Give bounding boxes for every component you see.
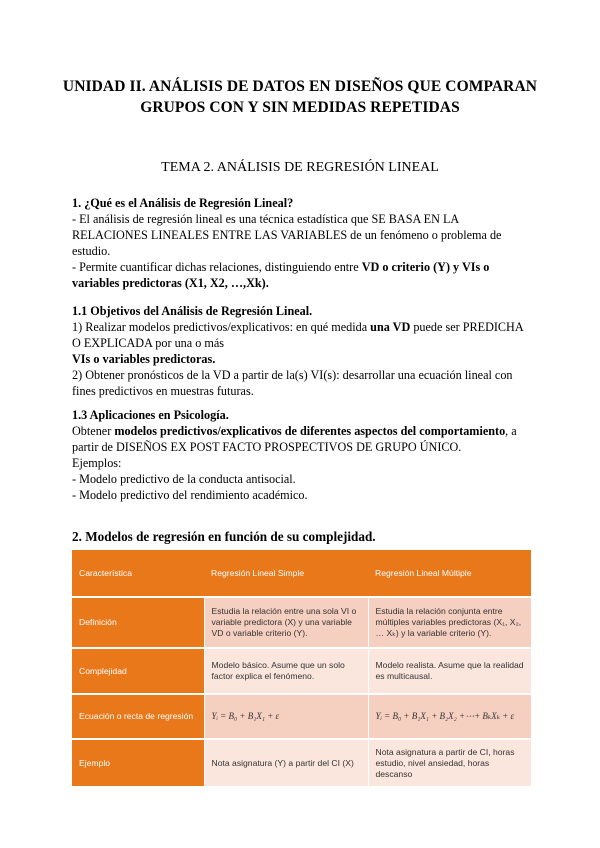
header-multiple: Regresión Lineal Múltiple [368, 550, 531, 597]
table-header-row [72, 550, 531, 597]
section-1-1 [72, 303, 528, 399]
section-1-3-text-a: Obtener [72, 424, 115, 438]
cell-equation-simple: Yᵢ = B₀ + B₁X₁ + ε [204, 694, 368, 739]
table-row [72, 597, 531, 648]
row-label-equation: Ecuación o recta de regresión [72, 694, 204, 739]
row-label-complexity: Complejidad [72, 648, 204, 694]
tema-title: TEMA 2. ANÁLISIS DE REGRESIÓN LINEAL [161, 160, 439, 175]
unit-title: UNIDAD II. ANÁLISIS DE DATOS EN DISEÑOS QUE COMPARAN GRUPOS CON Y SIN MEDIDAS REPETIDAS [62, 78, 538, 116]
cell-definition-simple: Estudia la relación entre una sola VI o variable predictora (X) y una variable VD o variable criterio (Y). [204, 597, 368, 648]
section-1-heading: 1. ¿Qué es el Análisis de Regresión Lineal? [72, 196, 294, 210]
cell-example-simple: Nota asignatura (Y) a partir del CI (X) [204, 739, 368, 787]
section-1-3 [72, 407, 528, 503]
table-row [72, 648, 531, 694]
section-1-paragraph-2 [72, 259, 528, 291]
section-1-paragraph-1: - El análisis de regresión lineal es una técnica estadística que SE BASA EN LA RELACIONES LINEALES ENTRE LAS VARIABLES de un fenómeno o problema de estudio. [72, 212, 502, 258]
section-1-3-example-1: - Modelo predictivo de la conducta antisocial. [72, 472, 296, 486]
section-1-1-bold-a: una VD [370, 320, 411, 334]
cell-equation-multiple: Yᵢ = B₀ + B₁X₁ + B₂X₂ +⋯+ BₖXₖ + ε [368, 694, 531, 739]
row-label-definition: Definición [72, 597, 204, 648]
cell-example-multiple: Nota asignatura a partir de CI, horas estudio, nivel ansiedad, horas descanso [368, 739, 531, 787]
section-2-heading: 2. Modelos de regresión en función de su complejidad. [72, 529, 376, 544]
section-1-3-heading: 1.3 Aplicaciones en Psicología. [72, 408, 229, 422]
section-1-3-example-2: - Modelo predictivo del rendimiento académico. [72, 488, 308, 502]
cell-complexity-simple: Modelo básico. Asume que un solo factor explica el fenómeno. [204, 648, 368, 694]
section-1-paragraph-2-text: - Permite cuantificar dichas relaciones, distinguiendo entre [72, 260, 362, 274]
section-1-3-paragraph-1 [72, 423, 528, 455]
section-1-1-text-a: 1) Realizar modelos predictivos/explicativos: en qué medida [72, 320, 371, 334]
section-1 [72, 195, 528, 291]
cell-definition-multiple: Estudia la relación conjunta entre múltiples variables predictoras (X₁, X₂, … Xₖ) y la variable criterio (Y). [368, 597, 531, 648]
section-1-3-text-b: , a partir de DISEÑOS EX POST FACTO PROSPECTIVOS DE GRUPO ÚNICO. [72, 424, 517, 454]
section-1-1-bold-line: VIs o variables predictoras. [72, 352, 216, 366]
table-row [72, 694, 531, 739]
header-characteristic: Característica [72, 550, 204, 597]
cell-complexity-multiple: Modelo realista. Asume que la realidad es multicausal. [368, 648, 531, 694]
regression-models-table [72, 550, 531, 788]
section-1-1-heading: 1.1 Objetivos del Análisis de Regresión Lineal. [72, 304, 313, 318]
section-1-3-bold: modelos predictivos/explicativos de diferentes aspectos del comportamiento [114, 424, 506, 438]
row-label-example: Ejemplo [72, 739, 204, 787]
section-1-1-paragraph-1 [72, 319, 528, 351]
section-1-1-paragraph-2: 2) Obtener pronósticos de la VD a partir de la(s) VI(s): desarrollar una ecuación lineal con fines predictivos en muestras futuras. [72, 368, 513, 398]
table-row [72, 739, 531, 787]
section-1-1-text-b: puede ser PREDICHA O EXPLICADA por una o más [72, 320, 523, 350]
header-simple: Regresión Lineal Simple [204, 550, 368, 597]
section-1-paragraph-2-bold: VD o criterio (Y) y VIs o variables predictoras (X1, X2, …,Xk). [72, 260, 490, 290]
section-1-3-examples-label: Ejemplos: [72, 456, 122, 470]
